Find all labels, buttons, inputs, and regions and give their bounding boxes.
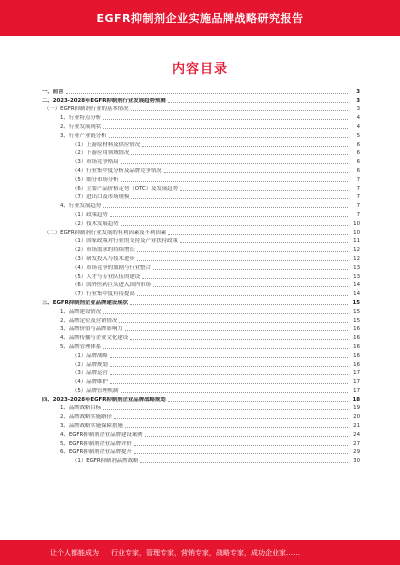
toc-entry[interactable] — [42, 420, 360, 429]
toc-dot-leader — [142, 146, 348, 147]
toc-entry-page-number: 13 — [353, 264, 360, 271]
toc-entry-page-number: 3 — [356, 106, 360, 113]
toc-entry-page-number: 16 — [353, 352, 360, 359]
toc-entry[interactable] — [42, 112, 360, 121]
toc-dot-leader — [110, 374, 348, 375]
toc-entry[interactable] — [42, 359, 360, 368]
toc-entry[interactable] — [42, 438, 360, 447]
toc-entry-page-number: 11 — [353, 238, 360, 245]
toc-dot-leader — [109, 137, 348, 138]
toc-entry-label: 6、EGFR抑制剂企业品牌提升 — [60, 449, 132, 456]
toc-entry-page-number: 18 — [352, 396, 360, 403]
footer-slogan-right: 行业专家，管理专家，营销专家，战略专家，成功企业家…… — [111, 548, 300, 557]
toc-entry-page-number: 7 — [356, 185, 360, 192]
toc-entry-page-number: 3 — [356, 97, 360, 104]
toc-entry[interactable] — [42, 350, 360, 359]
toc-entry-page-number: 19 — [353, 405, 360, 412]
toc-entry-label: 4、EGFR抑制剂企业品牌建设案例 — [60, 431, 143, 438]
bottom-banner — [0, 540, 400, 565]
toc-entry[interactable] — [42, 394, 360, 403]
toc-list — [42, 86, 360, 464]
toc-entry-label: （6）主要产品价格走势（OTC）及发展趋势 — [72, 185, 179, 192]
toc-entry-page-number: 6 — [356, 167, 360, 174]
toc-entry[interactable] — [42, 385, 360, 394]
toc-entry-label: （4）市场竞争的加剧与行业整合 — [72, 264, 151, 271]
toc-entry[interactable] — [42, 200, 360, 209]
toc-entry[interactable] — [42, 332, 360, 341]
toc-entry-label: （2）技术发展趋势 — [72, 220, 119, 227]
toc-dot-leader — [110, 216, 348, 217]
toc-dot-leader — [140, 462, 348, 463]
toc-entry-label: （5）品牌管理机制 — [72, 387, 119, 394]
toc-entry-label: （5）人才与专业队伍的建设 — [72, 273, 141, 280]
toc-entry[interactable] — [42, 376, 360, 385]
toc-entry[interactable] — [42, 218, 360, 227]
toc-entry[interactable] — [42, 95, 360, 104]
toc-dot-leader — [180, 242, 348, 243]
toc-entry-label: （7）进出口及市场规模 — [72, 194, 130, 201]
toc-dot-leader — [134, 453, 348, 454]
toc-entry-label: 1、行业特点分析 — [60, 115, 102, 122]
toc-entry-label: 二、2023-2028年EGFR抑制剂行业发展趋势预测 — [42, 97, 166, 104]
toc-entry[interactable] — [42, 236, 360, 245]
toc-entry[interactable] — [42, 341, 360, 350]
toc-entry-page-number: 4 — [356, 115, 360, 122]
toc-entry[interactable] — [42, 297, 360, 306]
toc-dot-leader — [110, 366, 348, 367]
toc-entry-page-number: 14 — [353, 282, 360, 289]
toc-entry-label: （6）国外医药巨头进入国内市场 — [72, 282, 151, 289]
toc-entry[interactable] — [42, 227, 360, 236]
toc-entry-label: （2）市场需求的持续增长 — [72, 247, 135, 254]
toc-entry-label: 1、品牌建设情况 — [60, 308, 102, 315]
toc-entry[interactable] — [42, 130, 360, 139]
toc-dot-leader — [119, 322, 348, 323]
toc-dot-leader — [110, 357, 348, 358]
toc-dot-leader — [121, 181, 348, 182]
toc-entry-label: 一、前言 — [42, 88, 64, 95]
toc-dot-leader — [137, 260, 348, 261]
toc-entry[interactable] — [42, 174, 360, 183]
toc-entry[interactable] — [42, 148, 360, 157]
toc-entry-label: 5、EGFR抑制剂企业品牌评价 — [60, 440, 132, 447]
toc-entry-label: 1、品牌战略目标 — [60, 405, 102, 412]
toc-entry-label: （4）品牌维护 — [72, 379, 108, 386]
toc-dot-leader — [131, 154, 348, 155]
toc-entry-label: （1）国家政策对行业的支持及产业扶持政策 — [72, 238, 178, 245]
toc-entry-page-number: 4 — [356, 123, 360, 130]
toc-dot-leader — [130, 339, 348, 340]
toc-entry[interactable] — [42, 139, 360, 148]
toc-entry-label: （3）研发投入与技术进步 — [72, 255, 135, 262]
toc-entry[interactable] — [42, 86, 360, 95]
toc-entry-page-number: 15 — [353, 308, 360, 315]
toc-entry[interactable] — [42, 288, 360, 297]
report-title: EGFR抑制剂企业实施品牌战略研究报告 — [96, 12, 304, 25]
toc-entry-page-number: 16 — [353, 335, 360, 342]
toc-heading: 内容目录 — [171, 62, 228, 77]
toc-dot-leader — [137, 295, 348, 296]
toc-entry-label: （3）品牌运营 — [72, 370, 108, 377]
toc-entry-page-number: 16 — [353, 343, 360, 350]
toc-entry-label: 3、品牌战略实施保障措施 — [60, 423, 123, 430]
toc-entry[interactable] — [42, 315, 360, 324]
toc-entry-page-number: 6 — [356, 159, 360, 166]
toc-dot-leader — [110, 383, 348, 384]
toc-dot-leader — [103, 348, 348, 349]
toc-entry[interactable] — [42, 280, 360, 289]
toc-dot-leader — [125, 330, 348, 331]
toc-entry-label: 四、2023-2028年EGFR抑制剂企业品牌战略规划 — [42, 396, 166, 403]
toc-entry-label: 4、品牌传播与企业文化建设 — [60, 335, 129, 342]
toc-dot-leader — [137, 251, 348, 252]
toc-dot-leader — [125, 427, 348, 428]
toc-entry-label: 2、品牌战略实施路径 — [60, 414, 112, 421]
toc-entry-page-number: 16 — [353, 361, 360, 368]
toc-dot-leader — [103, 207, 348, 208]
toc-entry-page-number: 10 — [353, 220, 360, 227]
toc-dot-leader — [180, 190, 348, 191]
toc-entry[interactable] — [42, 429, 360, 438]
toc-dot-leader — [168, 102, 348, 103]
toc-entry-page-number: 29 — [353, 449, 360, 456]
toc-entry[interactable] — [42, 411, 360, 420]
toc-entry-label: 三、EGFR抑制剂企业品牌建设现状 — [42, 299, 129, 306]
toc-dot-leader — [145, 436, 348, 437]
toc-entry-page-number: 10 — [353, 229, 360, 236]
toc-dot-leader — [168, 234, 348, 235]
toc-entry[interactable] — [42, 306, 360, 315]
toc-entry[interactable] — [42, 324, 360, 333]
toc-dot-leader — [153, 286, 348, 287]
toc-dot-leader — [121, 392, 348, 393]
toc-dot-leader — [130, 304, 348, 305]
toc-entry-label: （3）市场竞争格局 — [72, 159, 119, 166]
toc-entry-page-number: 7 — [356, 194, 360, 201]
toc-entry-label: 4、行业发展趋势 — [60, 203, 102, 210]
toc-dot-leader — [103, 313, 348, 314]
toc-dot-leader — [131, 198, 348, 199]
toc-dot-leader — [121, 225, 348, 226]
toc-entry-page-number: 6 — [356, 150, 360, 157]
toc-entry-label: 5、品牌管理体系 — [60, 343, 102, 350]
toc-entry[interactable] — [42, 253, 360, 262]
toc-dot-leader — [131, 110, 348, 111]
toc-dot-leader — [164, 172, 348, 173]
toc-entry-page-number: 15 — [352, 299, 360, 306]
toc-entry-page-number: 17 — [353, 379, 360, 386]
toc-entry-page-number: 16 — [353, 326, 360, 333]
toc-entry-page-number: 17 — [353, 387, 360, 394]
toc-entry-label: 2、品牌定位及营销情况 — [60, 317, 118, 324]
toc-dot-leader — [66, 93, 348, 94]
toc-entry-label: （7）行业集中度有待提高 — [72, 291, 135, 298]
toc-entry-page-number: 21 — [353, 423, 360, 430]
toc-dot-leader — [168, 401, 348, 402]
toc-entry-label: 3、品牌价值与品牌影响力 — [60, 326, 123, 333]
toc-entry-page-number: 13 — [353, 273, 360, 280]
toc-entry-label: 2、行业发展现状 — [60, 123, 102, 130]
toc-entry-page-number: 30 — [353, 458, 360, 465]
toc-dot-leader — [121, 163, 348, 164]
toc-dot-leader — [103, 128, 348, 129]
toc-entry-label: （2）下游应用领域情况 — [72, 150, 130, 157]
toc-entry[interactable] — [42, 183, 360, 192]
toc-entry-label: （4）行业集中度分析及品牌竞争情况 — [72, 167, 162, 174]
toc-entry-page-number: 14 — [353, 291, 360, 298]
toc-entry-page-number: 24 — [353, 431, 360, 438]
toc-entry-page-number: 12 — [353, 247, 360, 254]
top-banner — [0, 0, 400, 36]
toc-entry-page-number: 12 — [353, 255, 360, 262]
footer-slogan-left: 让个人都能成为 — [50, 548, 99, 557]
toc-entry-page-number: 17 — [353, 370, 360, 377]
toc-entry[interactable] — [42, 455, 360, 464]
toc-entry[interactable] — [42, 121, 360, 130]
toc-entry[interactable] — [42, 104, 360, 113]
toc-entry[interactable] — [42, 156, 360, 165]
toc-entry-page-number: 27 — [353, 440, 360, 447]
toc-entry-page-number: 7 — [356, 176, 360, 183]
toc-entry-label: （1）政策趋势 — [72, 211, 108, 218]
toc-entry-label: （1）EGFR抑制剂品牌战略 — [72, 458, 139, 465]
toc-dot-leader — [134, 445, 348, 446]
toc-entry-page-number: 15 — [353, 317, 360, 324]
toc-entry-label: （二）EGFR抑制剂行业发展的有利因素及不利因素 — [44, 229, 167, 236]
toc-entry-label: （5）细分市场分析 — [72, 176, 119, 183]
toc-entry-page-number: 20 — [353, 414, 360, 421]
toc-entry[interactable] — [42, 271, 360, 280]
toc-entry-label: （1）品牌战略 — [72, 352, 108, 359]
toc-dot-leader — [103, 409, 348, 410]
toc-entry-label: 3、行业产业链分析 — [60, 132, 107, 139]
toc-entry[interactable] — [42, 244, 360, 253]
toc-dot-leader — [142, 278, 348, 279]
toc-entry[interactable] — [42, 165, 360, 174]
toc-entry[interactable] — [42, 192, 360, 201]
toc-entry-page-number: 6 — [356, 141, 360, 148]
toc-dot-leader — [153, 269, 348, 270]
toc-entry[interactable] — [42, 262, 360, 271]
toc-entry[interactable] — [42, 368, 360, 377]
toc-entry-page-number: 5 — [356, 132, 360, 139]
toc-entry-page-number: 7 — [356, 211, 360, 218]
toc-entry[interactable] — [42, 403, 360, 412]
toc-dot-leader — [114, 418, 348, 419]
toc-dot-leader — [103, 119, 348, 120]
toc-entry[interactable] — [42, 447, 360, 456]
toc-entry-page-number: 7 — [356, 203, 360, 210]
toc-entry[interactable] — [42, 209, 360, 218]
toc-entry-label: （1）上游原材料及供应情况 — [72, 141, 141, 148]
toc-entry-page-number: 3 — [356, 88, 360, 95]
toc-entry-label: （2）品牌规划 — [72, 361, 108, 368]
toc-entry-label: （一）EGFR抑制剂行业的基本情况 — [44, 106, 129, 113]
